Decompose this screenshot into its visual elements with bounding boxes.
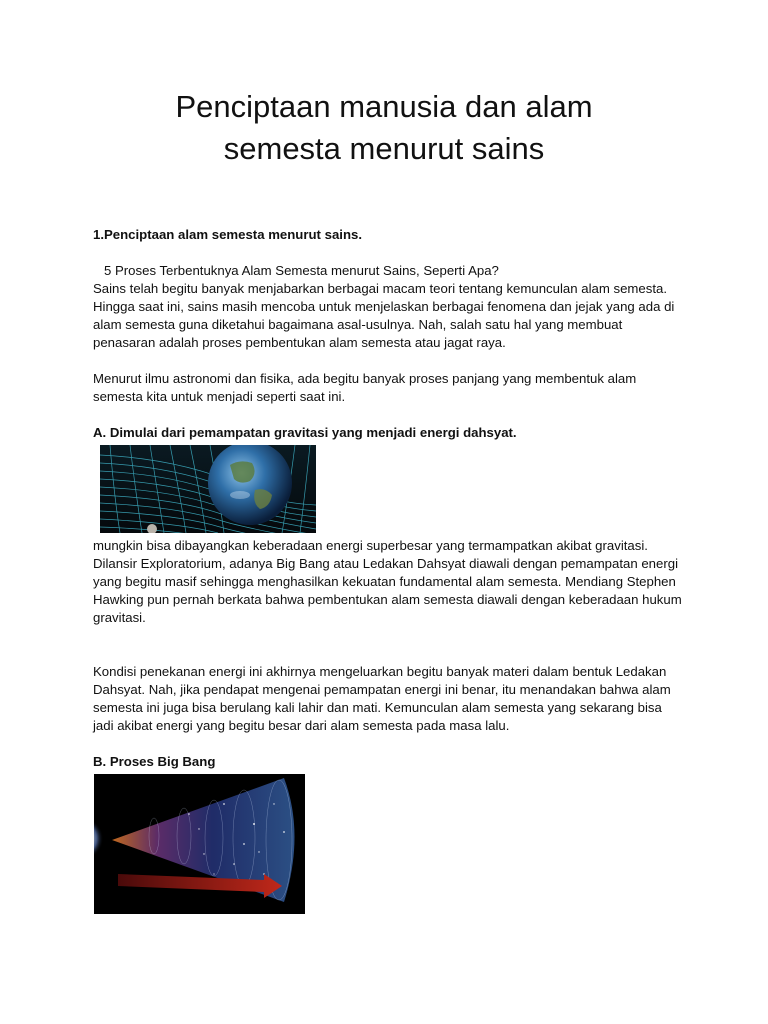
gravity-spacetime-earth-image — [100, 445, 316, 533]
subtitle-text: 5 Proses Terbentuknya Alam Semesta menurut Sains, Seperti Apa? — [104, 263, 499, 278]
paragraph-2: Menurut ilmu astronomi dan fisika, ada begitu banyak proses panjang yang membentuk alam semesta kita untuk menjadi seperti saat ini. — [93, 371, 637, 404]
paragraph-1: Sains telah begitu banyak menjabarkan berbagai macam teori tentang kemunculan alam semesta. Hingga saat ini, sains masih mencoba untuk menjelaskan berbagai fenomena dan jejak yang ada di alam semesta guna diketahui bagaimana asal-usulnya. Nah, salah satu hal yang membuat penasaran adalah proses pembentukan alam semesta atau jagat raya. — [93, 281, 675, 350]
title-line-1: Penciptaan manusia dan alam — [175, 89, 593, 124]
paragraph-3: mungkin bisa dibayangkan keberadaan energi superbesar yang termampatkan akibat gravitasi. Dilansir Exploratorium, adanya Big Bang atau Ledakan Dahsyat diawali dengan pemampatan energi yang begitu masif sehingga menghasilkan kekuatan fundamental alam semesta. Mendiang Stephen Hawking pun pernah berkata bahwa pembentukan alam semesta diawali dengan keberadaan hukum gravitasi. — [93, 538, 682, 625]
document-body — [93, 226, 683, 914]
section-heading-1: 1.Penciptaan alam semesta menurut sains. — [93, 227, 362, 242]
section-heading-a: A. Dimulai dari pemampatan gravitasi yang menjadi energi dahsyat. — [93, 425, 517, 440]
big-bang-expansion-image — [94, 774, 305, 914]
page-title — [0, 86, 768, 170]
paragraph-4: Kondisi penekanan energi ini akhirnya mengeluarkan begitu banyak materi dalam bentuk Ledakan Dahsyat. Nah, jika pendapat mengenai pemampatan energi ini benar, itu menandakan bahwa alam semesta ini juga bisa berulang kali lahir dan mati. Kemunculan alam semesta yang sekarang bisa jadi akibat energi yang begitu besar dari alam semesta pada masa lalu. — [93, 664, 671, 733]
title-line-2: semesta menurut sains — [223, 131, 545, 166]
section-heading-b: B. Proses Big Bang — [93, 754, 216, 769]
